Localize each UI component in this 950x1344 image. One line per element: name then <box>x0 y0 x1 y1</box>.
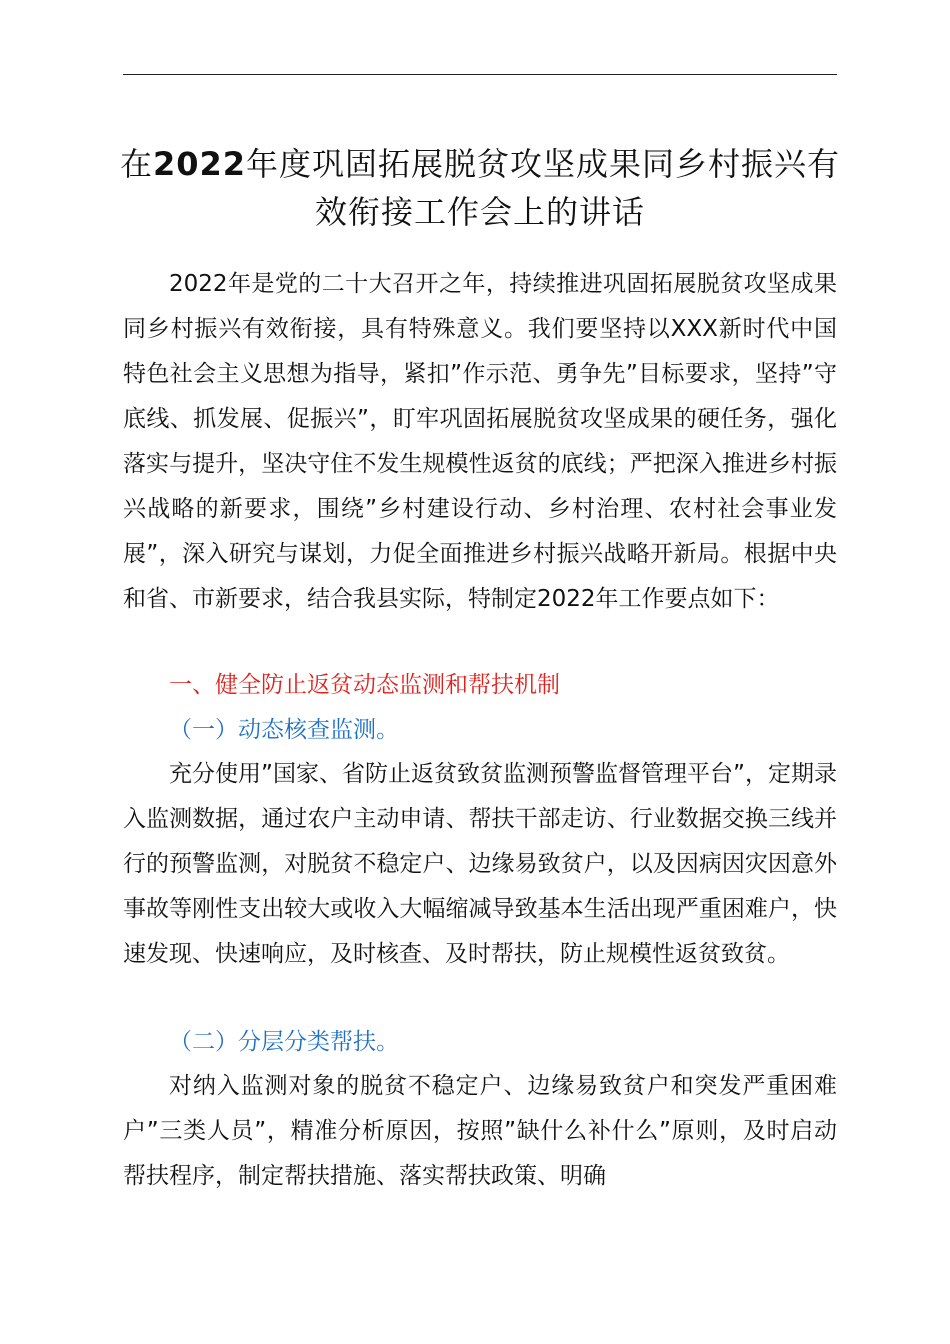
document-title <box>110 140 850 236</box>
title-suffix: 年度巩固拓展脱贫攻坚成果同乡村振兴有效衔接工作会上的讲话 <box>246 145 841 231</box>
subsection-heading-1: （一）动态核查监测。 <box>169 717 399 743</box>
section-heading-1: 一、健全防止返贫动态监测和帮扶机制 <box>169 672 560 698</box>
subsection-heading-2: （二）分层分类帮扶。 <box>169 1029 399 1055</box>
title-year: 2022 <box>152 145 247 183</box>
header-rule <box>123 74 837 75</box>
intro-paragraph: 2022年是党的二十大召开之年，持续推进巩固拓展脱贫攻坚成果同乡村振兴有效衔接，具有特殊意义。我们要坚持以XXX新时代中国特色社会主义思想为指导，紧扣”作示范、勇争先”目标要求，坚持”守底线、抓发展、促振兴”，盯牢巩固拓展脱贫攻坚成果的硬任务，强化落实与提升，坚决守住不发生规模性返贫的底线；严把深入推进乡村振兴战略的新要求，围绕”乡村建设行动、乡村治理、农村社会事业发展”，深入研究与谋划，力促全面推进乡村振兴战略开新局。根据中央和省、市新要求，结合我县实际，特制定2022年工作要点如下： <box>123 271 837 612</box>
title-prefix: 在 <box>119 145 153 183</box>
subsection-paragraph-2: 对纳入监测对象的脱贫不稳定户、边缘易致贫户和突发严重困难户”三类人员”，精准分析原因，按照”缺什么补什么”原则，及时启动帮扶程序，制定帮扶措施、落实帮扶政策、明确 <box>123 1073 837 1189</box>
subsection-paragraph-1: 充分使用”国家、省防止返贫致贫监测预警监督管理平台”，定期录入监测数据，通过农户主动申请、帮扶干部走访、行业数据交换三线并行的预警监测，对脱贫不稳定户、边缘易致贫户，以及因病因灾因意外事故等刚性支出较大或收入大幅缩减导致基本生活出现严重困难户，快速发现、快速响应，及时核查、及时帮扶，防止规模性返贫致贫。 <box>123 761 837 967</box>
